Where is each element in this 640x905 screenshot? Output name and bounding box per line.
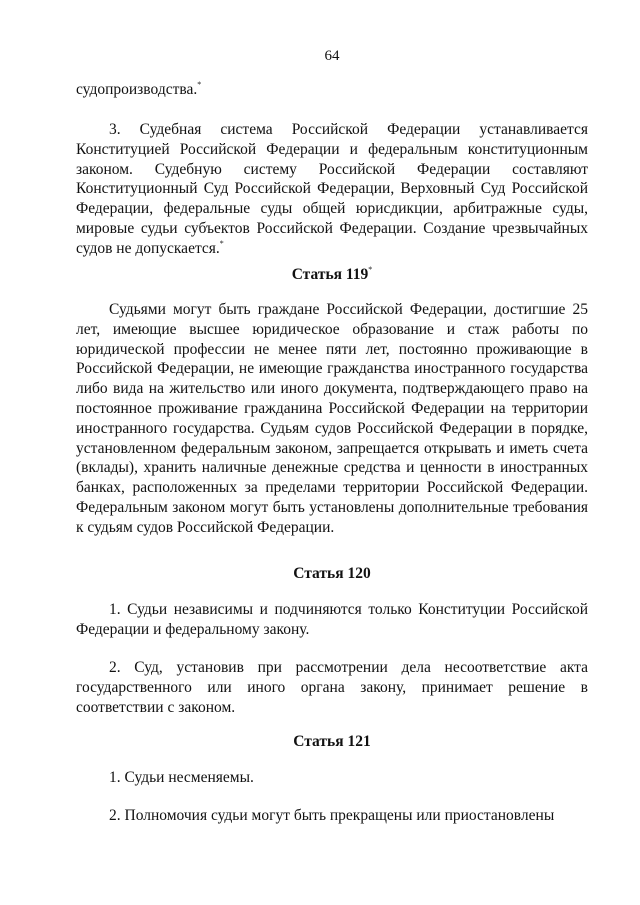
article-118-paragraph-3-text: 3. Судебная система Российской Федерации устанавливается Конституцией Российской Федерации и федеральным конституционным законом. Судебную систему Российской Федерации составляют Конституционный Суд Российской Федерации, Верховный Суд Российской Федерации, федеральные суды общей юрисдикции, арбитражные суды, мировые судьи субъектов Российской Федерации. Создание чрезвычайных судов не допускается. <box>76 121 588 257</box>
article-121-paragraph-2: 2. Полномочия судьи могут быть прекращены или приостановлены <box>109 807 555 824</box>
document-page <box>76 0 588 905</box>
footnote-mark: * <box>368 265 373 274</box>
article-119-text: Судьями могут быть граждане Российской Федерации, достигшие 25 лет, имеющие высшее юридическое образование и стаж работы по юридической профессии не менее пяти лет, постоянно проживающие в Российской Федерации, не имеющие гражданства иностранного государства либо вида на жительство или иного документа, подтверждающего право на постоянное проживание гражданина Российской Федерации на территории иностранного государства. Судьям судов Российской Федерации в порядке, установленном федеральным законом, запрещается открывать и иметь счета (вклады), хранить наличные денежные средства и ценности в иностранных банках, расположенных за пределами территории Российской Федерации. Федеральным законом могут быть установлены дополнительные требования к судьям судов Российской Федерации. <box>76 301 588 536</box>
article-119-title: Статья 119 <box>291 266 369 283</box>
article-118-paragraph-3 <box>76 120 588 259</box>
article-121-heading: Статья 121 <box>293 733 371 750</box>
article-120-paragraph-1: 1. Судьи независимы и подчиняются только Конституции Российской Федерации и федеральному закону. <box>76 601 588 638</box>
article-120-heading: Статья 120 <box>293 565 371 582</box>
footnote-mark: * <box>197 80 202 89</box>
article-120-paragraph-2: 2. Суд, установив при рассмотрении дела несоответствие акта государственного или иного органа закону, принимает решение в соответствии с законом. <box>76 659 588 716</box>
continuation-paragraph <box>76 80 588 100</box>
page-number: 64 <box>324 48 340 64</box>
article-119-heading <box>76 265 588 285</box>
article-121-paragraph-1: 1. Судьи несменяемы. <box>109 769 254 786</box>
footnote-mark: * <box>219 238 224 248</box>
continuation-text: судопроизводства. <box>76 81 198 98</box>
